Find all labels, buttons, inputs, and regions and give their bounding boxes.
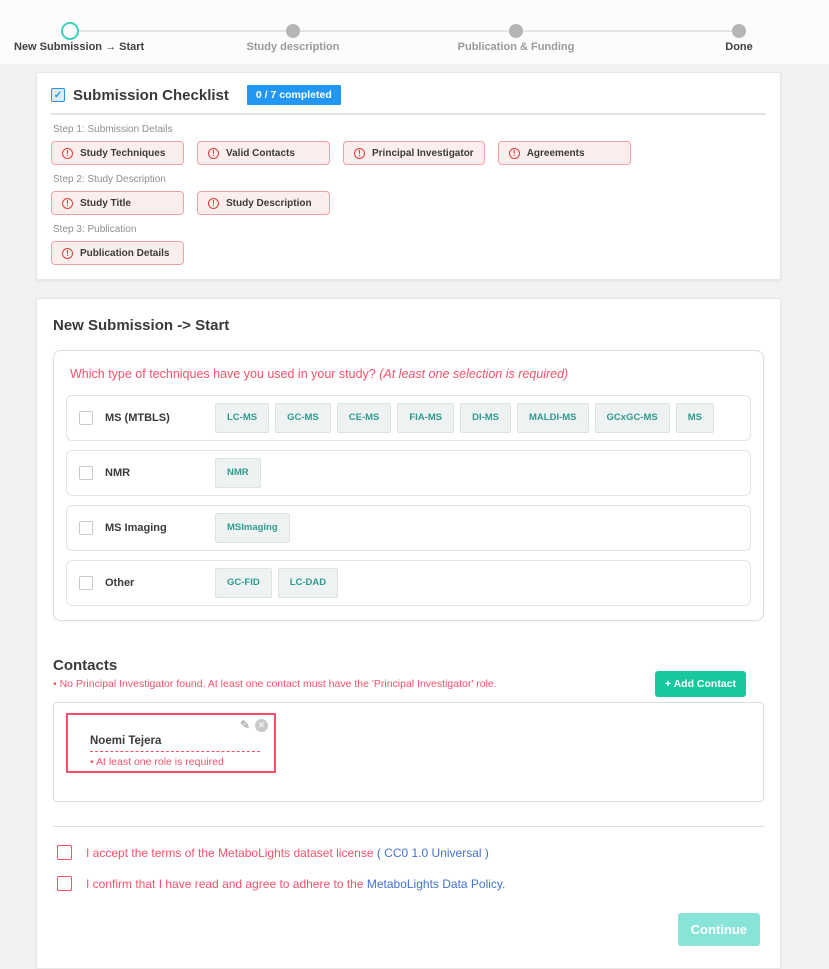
checklist-item-pill[interactable] xyxy=(51,241,184,265)
technique-row-label: MS (MTBLS) xyxy=(105,412,170,424)
technique-chip[interactable]: CE-MS xyxy=(337,403,392,433)
techniques-question xyxy=(70,367,749,381)
ms-checkbox[interactable] xyxy=(79,411,93,425)
technique-chip-list xyxy=(215,403,714,433)
checklist-group-step1 xyxy=(51,124,766,165)
technique-chip-list xyxy=(215,568,338,598)
checklist-item-label: Study Techniques xyxy=(80,147,166,159)
technique-row-ms-imaging xyxy=(66,505,751,551)
checklist-progress-badge: 0 / 7 completed xyxy=(247,85,341,105)
technique-chip-list xyxy=(215,513,290,543)
checklist-item-label: Agreements xyxy=(526,147,585,159)
data-policy-link[interactable]: MetaboLights Data Policy. xyxy=(366,876,506,891)
checklist-pill-list xyxy=(51,141,766,165)
license-text xyxy=(86,846,489,860)
techniques-question-text: Which type of techniques have you used in your study? xyxy=(70,367,376,381)
error-circle-icon: ! xyxy=(208,148,219,159)
continue-button[interactable]: Continue xyxy=(678,913,760,946)
step-circle-publication-funding[interactable] xyxy=(509,24,523,38)
checklist-item-label: Valid Contacts xyxy=(226,147,295,159)
step-label-new-submission: New Submission → Start xyxy=(14,41,145,53)
checklist-header xyxy=(51,85,766,115)
step-circle-new-submission[interactable] xyxy=(61,22,79,40)
checklist-item-pill[interactable] xyxy=(197,191,330,215)
stepper-bar xyxy=(0,0,829,64)
checklist-item-pill[interactable] xyxy=(51,191,184,215)
error-circle-icon: ! xyxy=(62,148,73,159)
page-title: New Submission -> Start xyxy=(53,317,230,334)
contacts-list xyxy=(53,702,764,802)
step-circle-study-description[interactable] xyxy=(286,24,300,38)
step-label-publication-funding: Publication & Funding xyxy=(457,41,575,53)
data-policy-checkbox[interactable] xyxy=(57,876,72,891)
contacts-header xyxy=(53,657,764,690)
contact-name: Noemi Tejera xyxy=(90,735,260,752)
error-circle-icon: ! xyxy=(509,148,520,159)
checklist-item-label: Study Title xyxy=(80,197,131,209)
technique-chip[interactable]: GC-FID xyxy=(215,568,272,598)
checklist-item-pill[interactable] xyxy=(51,141,184,165)
data-policy-text xyxy=(86,877,505,891)
checklist-title: Submission Checklist xyxy=(73,86,229,104)
technique-chip-list xyxy=(215,458,261,488)
error-circle-icon: ! xyxy=(354,148,365,159)
new-submission-panel xyxy=(36,298,781,969)
checklist-item-pill[interactable] xyxy=(197,141,330,165)
technique-chip[interactable]: NMR xyxy=(215,458,261,488)
license-checkbox[interactable] xyxy=(57,845,72,860)
close-icon[interactable]: ✕ xyxy=(255,719,268,732)
checklist-checkbox-icon: ✓ xyxy=(51,88,65,102)
contacts-title: Contacts xyxy=(53,657,118,674)
error-circle-icon: ! xyxy=(62,248,73,259)
contacts-error-message: • No Principal Investigator found. At least one contact must have the 'Principal Investigator' role. xyxy=(53,678,764,690)
technique-chip[interactable]: GCxGC-MS xyxy=(595,403,670,433)
error-circle-icon: ! xyxy=(62,198,73,209)
submission-checklist-panel xyxy=(36,72,781,280)
technique-row-ms xyxy=(66,395,751,441)
checklist-group-title: Step 2: Study Description xyxy=(53,174,166,185)
nmr-checkbox[interactable] xyxy=(79,466,93,480)
technique-chip[interactable]: GC-MS xyxy=(275,403,331,433)
technique-chip[interactable]: DI-MS xyxy=(460,403,511,433)
technique-row-label: MS Imaging xyxy=(105,522,167,534)
technique-chip[interactable]: LC-DAD xyxy=(278,568,338,598)
checklist-item-label: Study Description xyxy=(226,197,312,209)
techniques-section xyxy=(53,350,764,621)
cc0-license-link[interactable]: ( CC0 1.0 Universal ) xyxy=(376,845,489,860)
add-contact-button[interactable]: + Add Contact xyxy=(655,671,746,697)
step-label-done: Done xyxy=(725,41,753,53)
checklist-group-title: Step 3: Publication xyxy=(53,224,137,235)
checklist-item-pill[interactable] xyxy=(498,141,631,165)
checklist-item-label: Publication Details xyxy=(80,247,170,259)
edit-pencil-icon[interactable]: ✎ xyxy=(239,718,250,732)
step-label-study-description: Study description xyxy=(246,41,340,53)
checklist-group-title: Step 1: Submission Details xyxy=(53,124,173,135)
technique-row-nmr xyxy=(66,450,751,496)
checklist-item-pill[interactable] xyxy=(343,141,485,165)
checklist-pill-list xyxy=(51,191,766,215)
continue-row xyxy=(51,907,766,954)
section-divider xyxy=(53,826,764,827)
stepper xyxy=(0,0,829,64)
contact-card[interactable] xyxy=(66,713,276,773)
stepper-connector-line xyxy=(70,30,739,32)
technique-chip[interactable]: FIA-MS xyxy=(397,403,454,433)
checklist-pill-list xyxy=(51,241,766,265)
checklist-item-label: Principal Investigator xyxy=(372,147,474,159)
technique-chip[interactable]: MSImaging xyxy=(215,513,290,543)
checklist-group-step3 xyxy=(51,224,766,265)
step-circle-done[interactable] xyxy=(732,24,746,38)
technique-chip[interactable]: MALDI-MS xyxy=(517,403,589,433)
license-text-main: I accept the terms of the MetaboLights dataset license xyxy=(86,845,377,860)
technique-row-label: Other xyxy=(105,577,135,589)
technique-chip[interactable]: MS xyxy=(676,403,714,433)
ms-imaging-checkbox[interactable] xyxy=(79,521,93,535)
data-policy-agreement-row xyxy=(57,876,764,891)
license-agreement-row xyxy=(57,845,764,860)
technique-chip[interactable]: LC-MS xyxy=(215,403,269,433)
technique-row-other xyxy=(66,560,751,606)
techniques-question-note: (At least one selection is required) xyxy=(379,367,569,381)
contact-role-error: • At least one role is required xyxy=(90,756,260,768)
technique-row-label: NMR xyxy=(105,467,131,479)
data-policy-text-main: I confirm that I have read and agree to adhere to the xyxy=(86,876,367,891)
error-circle-icon: ! xyxy=(208,198,219,209)
checklist-group-step2 xyxy=(51,174,766,215)
other-checkbox[interactable] xyxy=(79,576,93,590)
